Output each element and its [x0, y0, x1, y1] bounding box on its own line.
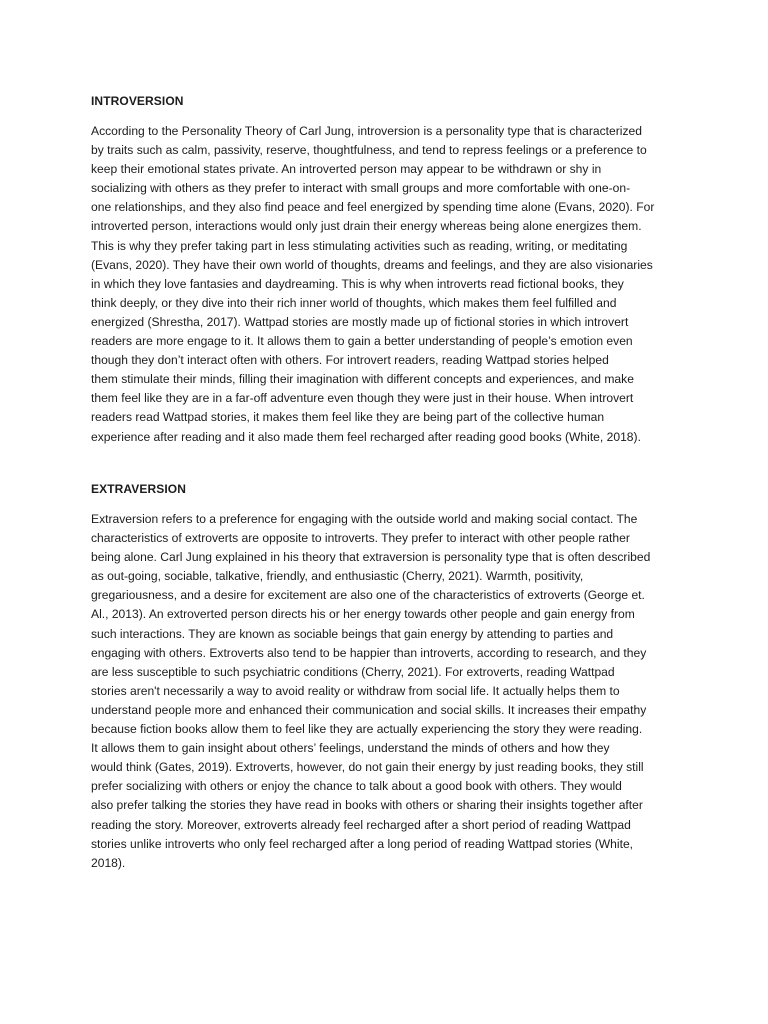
paragraph-line: though they don’t interact often with others. For introvert readers, reading Wattpad stories helped	[91, 353, 609, 368]
paragraph-line: stories aren't necessarily a way to avoid reality or withdraw from social life. It actually helps them to	[91, 683, 620, 698]
introversion-paragraph	[91, 122, 654, 447]
paragraph-line: Al., 2013). An extroverted person directs his or her energy towards other people and gain energy from	[91, 607, 635, 622]
paragraph-line: are less susceptible to such psychiatric conditions (Cherry, 2021). For extroverts, reading Wattpad	[91, 664, 615, 679]
paragraph-line: readers read Wattpad stories, it makes them feel like they are being part of the collective human	[91, 410, 605, 425]
paragraph-line: one relationships, and they also find peace and feel energized by spending time alone (Evans, 2020). For	[91, 200, 655, 215]
paragraph-line: understand people more and enhanced their communication and social skills. It increases their empathy	[91, 702, 647, 717]
paragraph-line: 2018).	[91, 855, 126, 870]
paragraph-line: socializing with others as they prefer to interact with small groups and more comfortable with one-on-	[91, 181, 631, 196]
paragraph-line: stories unlike introverts who only feel recharged after a long period of reading Wattpad stories (White,	[91, 836, 634, 851]
paragraph-line: It allows them to gain insight about others’ feelings, understand the minds of others and how they	[91, 741, 610, 756]
paragraph-line: would think (Gates, 2019). Extroverts, however, do not gain their energy by just reading books, they still	[91, 760, 644, 775]
introversion-heading: INTROVERSION	[91, 94, 184, 108]
paragraph-line: (Evans, 2020). They have their own world of thoughts, dreams and feelings, and they are also visionaries	[91, 257, 653, 272]
paragraph-line: being alone. Carl Jung explained in his theory that extraversion is personality type that is often described	[91, 550, 651, 565]
paragraph-line: According to the Personality Theory of Carl Jung, introversion is a personality type that is characterized	[91, 124, 642, 138]
paragraph-line: introverted person, interactions would only just drain their energy whereas being alone energizes them.	[91, 219, 642, 234]
paragraph-line: engaging with others. Extroverts also tend to be happier than introverts, according to research, and they	[91, 645, 647, 660]
paragraph-line: experience after reading and it also made them feel recharged after reading good books (White, 2018).	[91, 429, 641, 444]
paragraph-line: characteristics of extroverts are opposite to introverts. They prefer to interact with other people rather	[91, 531, 630, 546]
paragraph-line: them feel like they are in a far-off adventure even though they were just in their house. When introvert	[91, 391, 634, 406]
paragraph-line: them stimulate their minds, filling their imagination with different concepts and experiences, and make	[91, 372, 634, 387]
paragraph-line: gregariousness, and a desire for excitement are also one of the characteristics of extroverts (George et.	[91, 588, 645, 603]
paragraph-line: also prefer talking the stories they have read in books with others or sharing their insights together after	[91, 798, 643, 813]
paragraph-line: energized (Shrestha, 2017). Wattpad stories are mostly made up of fictional stories in which introvert	[91, 314, 629, 329]
paragraph-line: readers are more engage to it. It allows them to gain a better understanding of people’s emotion even	[91, 334, 633, 349]
introversion-section	[91, 94, 681, 444]
extraversion-heading: EXTRAVERSION	[91, 482, 186, 496]
paragraph-line: Extraversion refers to a preference for engaging with the outside world and making social contact. The	[91, 512, 638, 526]
paragraph-line: keep their emotional states private. An introverted person may appear to be withdrawn or shy in	[91, 162, 602, 177]
extraversion-section	[91, 482, 681, 870]
paragraph-line: This is why they prefer taking part in less stimulating activities such as reading, writing, or meditating	[91, 238, 628, 253]
paragraph-line: think deeply, or they dive into their rich inner world of thoughts, which makes them feel fulfilled and	[91, 295, 617, 310]
paragraph-line: such interactions. They are known as sociable beings that gain energy by attending to parties and	[91, 626, 614, 641]
paragraph-line: because fiction books allow them to feel like they are actually experiencing the story they were reading.	[91, 722, 643, 737]
paragraph-line: as out-going, sociable, talkative, friendly, and enthusiastic (Cherry, 2021). Warmth, positivity,	[91, 569, 584, 584]
paragraph-line: by traits such as calm, passivity, reserve, thoughtfulness, and tend to repress feelings or a preference to	[91, 143, 647, 158]
extraversion-paragraph	[91, 510, 650, 873]
paragraph-line: reading the story. Moreover, extroverts already feel recharged after a short period of reading Wattpad	[91, 817, 631, 832]
paragraph-line: in which they love fantasies and daydreaming. This is why when introverts read fictional books, they	[91, 276, 624, 291]
paragraph-line: prefer socializing with others or enjoy the chance to talk about a good book with others. They would	[91, 779, 622, 794]
